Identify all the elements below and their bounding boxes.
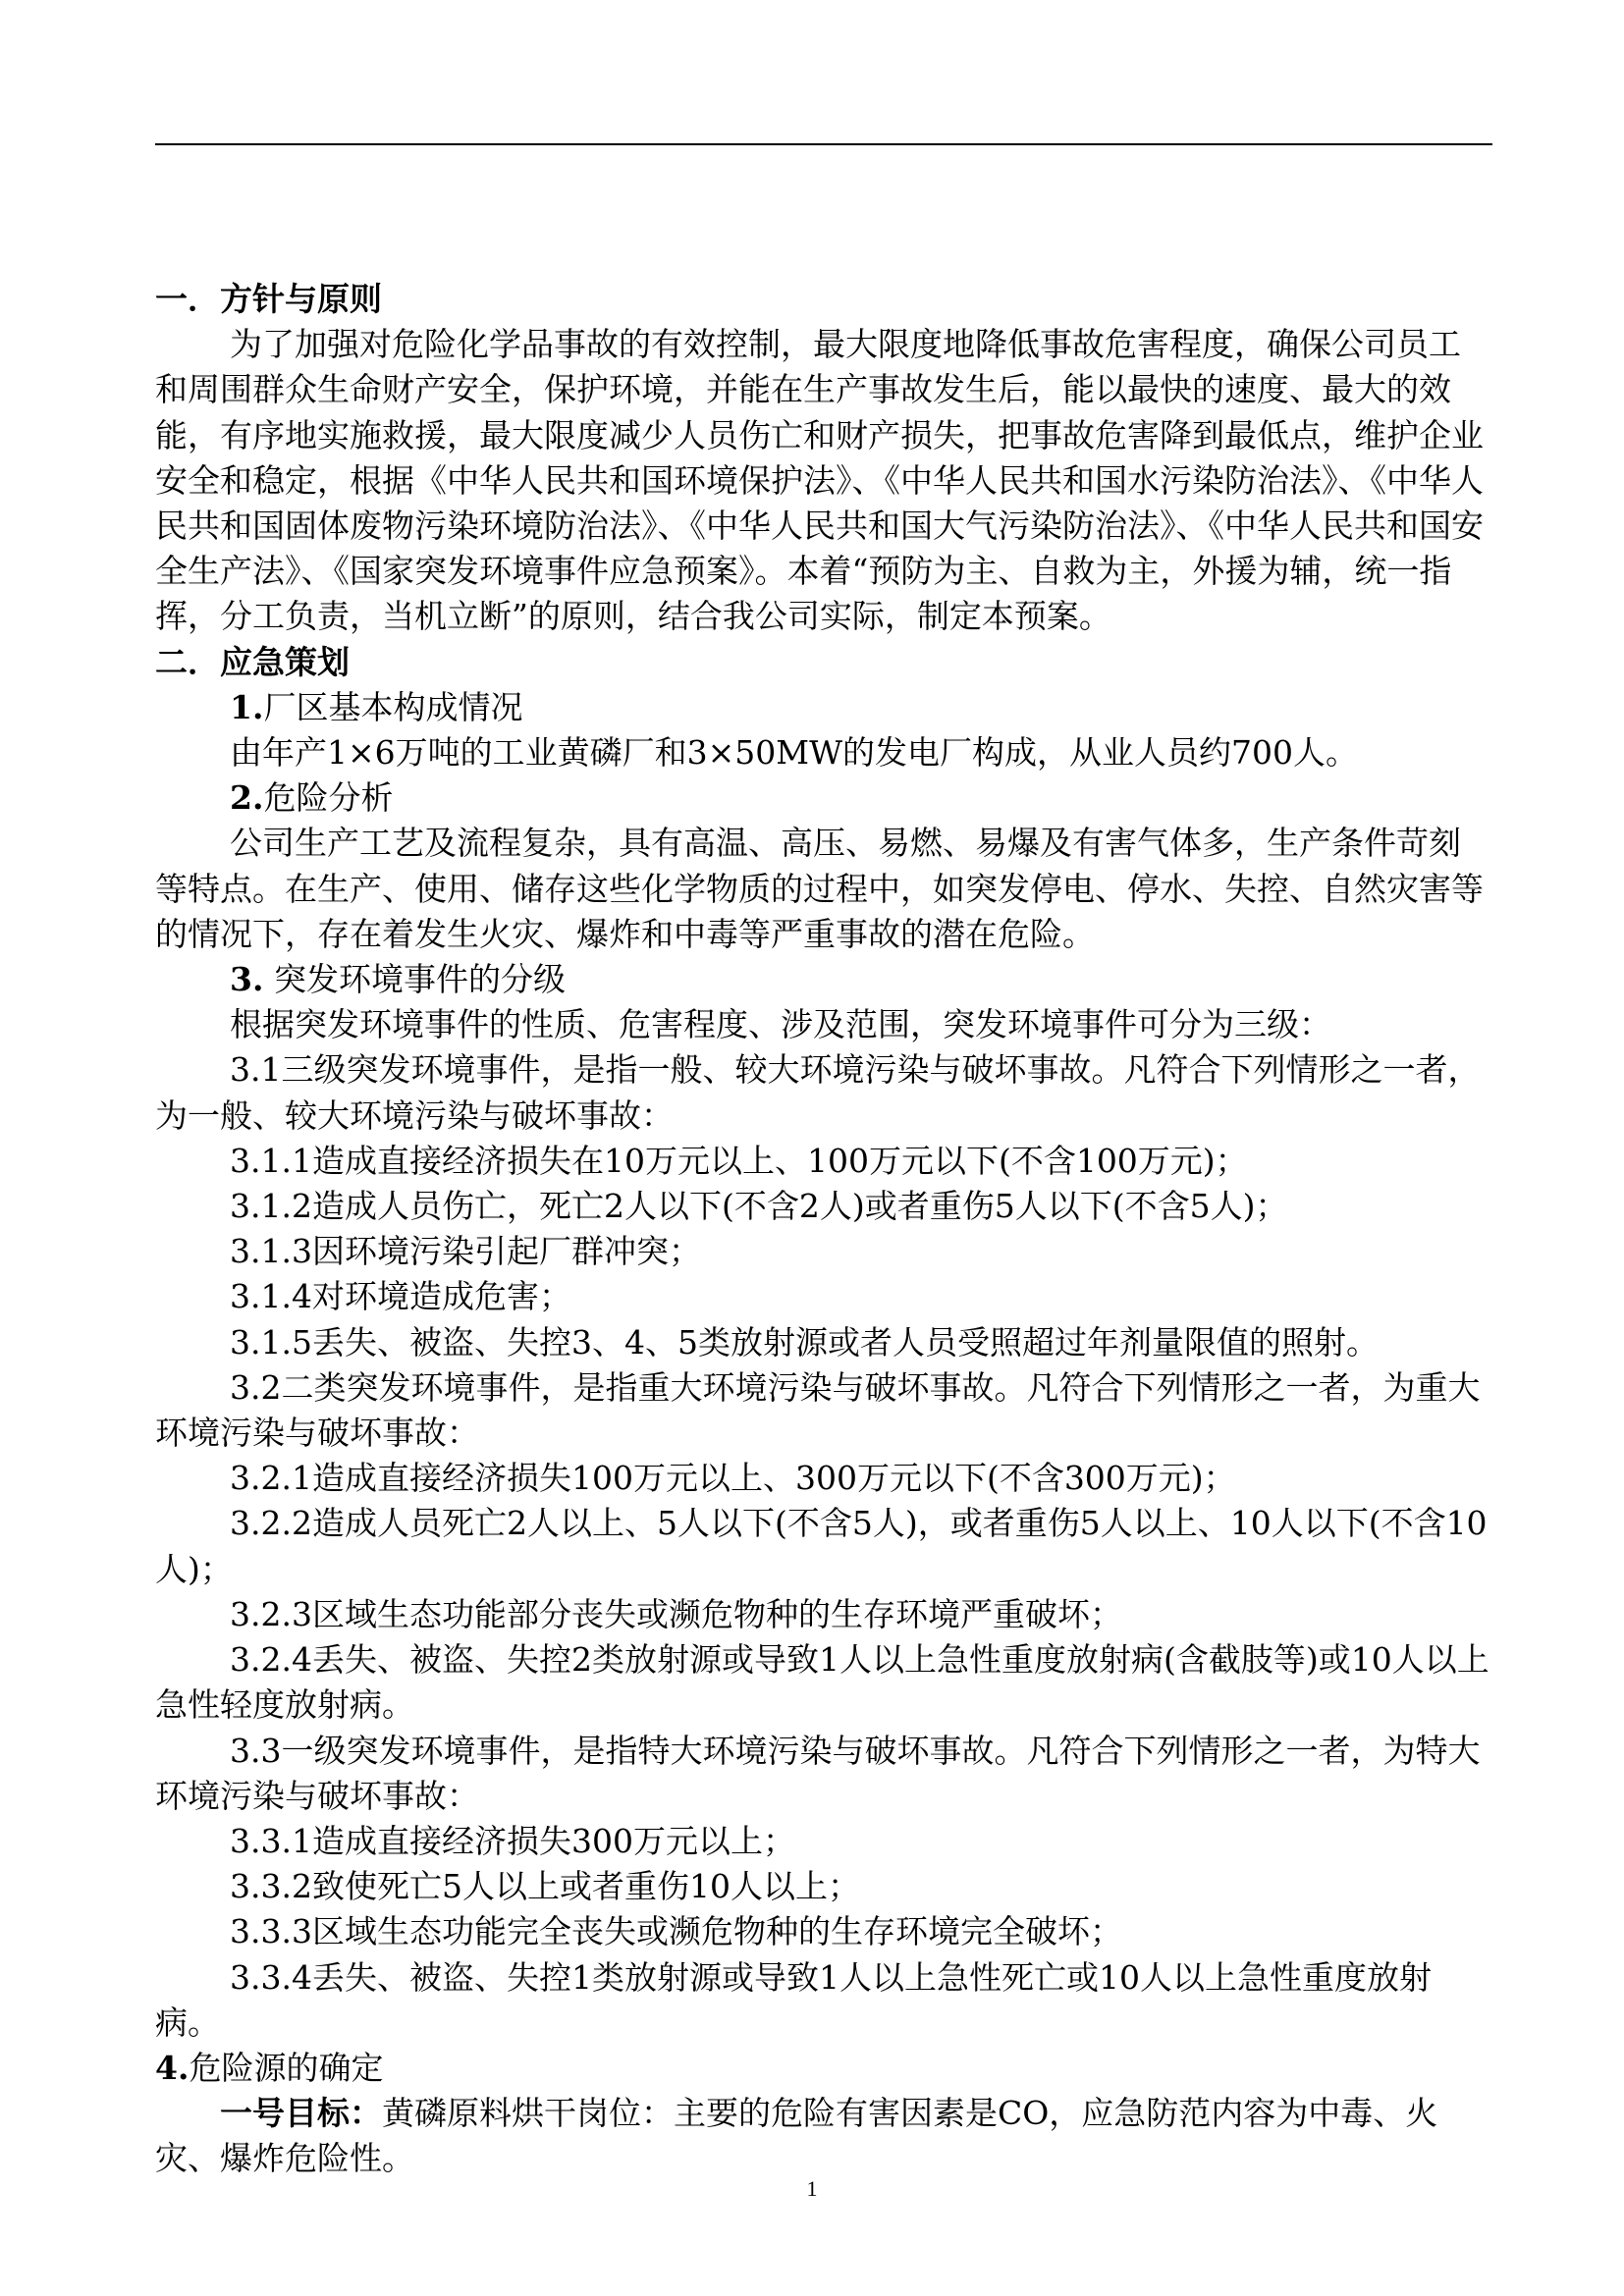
grade-item: 3.2.2造成人员死亡2人以上、5人以下(不含5人)，或者重伤5人以上、10人以下(不含10人)； (155, 1504, 1488, 1588)
document-body (155, 277, 1492, 2182)
sub4-heading (155, 2046, 1492, 2091)
target1-text: 黄磷原料烘干岗位：主要的危险有害因素是CO，应急防范内容为中毒、火灾、爆炸危险性。 (155, 2094, 1438, 2178)
sub2-text: 公司生产工艺及流程复杂，具有高温、高压、易燃、易爆及有害气体多，生产条件苛刻等特点。在生产、使用、储存这些化学物质的过程中，如突发停电、停水、失控、自然灾害等的情况下，存在着发生火灾、爆炸和中毒等严重事故的潜在危险。 (155, 824, 1484, 953)
grade-item: 3.1.4对环境造成危害； (230, 1277, 571, 1316)
sub2-number: 2. (230, 778, 264, 818)
sub3-number: 3. (230, 960, 264, 999)
section2-heading: 二．应急策划 (155, 642, 350, 681)
grade-item: 3.3.3区域生态功能完全丧失或濒危物种的生存环境完全破坏； (230, 1912, 1122, 1951)
grade-item: 3.1.3因环境污染引起厂群冲突； (230, 1232, 701, 1271)
grade-item: 3.1.5丢失、被盗、失控3、4、5类放射源或者人员受照超过年剂量限值的照射。 (230, 1322, 1379, 1362)
sub2-heading (155, 775, 1492, 821)
header-rule (155, 143, 1492, 145)
grade-item: 3.2.4丢失、被盗、失控2类放射源或导致1人以上急性重度放射病(含截肢等)或10人以上急性轻度放射病。 (155, 1640, 1489, 1725)
grade-item: 3.2二类突发环境事件，是指重大环境污染与破坏事故。凡符合下列情形之一者，为重大环境污染与破坏事故： (155, 1367, 1481, 1453)
grade-item: 3.3.2致使死亡5人以上或者重伤10人以上； (230, 1867, 860, 1906)
sub1-title: 厂区基本构成情况 (263, 687, 523, 726)
grade-item: 3.1.1造成直接经济损失在10万元以上、100万元以下(不含100万元)； (230, 1141, 1248, 1180)
section1-heading: 一．方针与原则 (155, 280, 382, 318)
grade-item: 3.3.1造成直接经济损失300万元以上； (230, 1821, 795, 1860)
page-number: 1 (806, 2176, 818, 2201)
sub1-number: 1. (230, 687, 264, 726)
sub1-text: 由年产1×6万吨的工业黄磷厂和3×50MW的发电厂构成，从业人员约700人。 (230, 733, 1358, 773)
sub4-title: 危险源的确定 (189, 2048, 384, 2087)
sub3-title: 突发环境事件的分级 (263, 960, 566, 999)
sub3-heading (155, 957, 1492, 1002)
grade-item: 3.2.3区域生态功能部分丧失或濒危物种的生存环境严重破坏； (230, 1594, 1122, 1633)
grade-item: 3.1.2造成人员伤亡，死亡2人以下(不含2人)或者重伤5人以下(不含5人)； (230, 1187, 1288, 1226)
sub4-number: 4. (155, 2048, 189, 2087)
grade-item: 3.3.4丢失、被盗、失控1类放射源或导致1人以上急性死亡或10人以上急性重度放射病。 (155, 1957, 1432, 2042)
grade-item: 3.2.1造成直接经济损失100万元以上、300万元以下(不含300万元)； (230, 1459, 1236, 1498)
target1-label: 一号目标： (220, 2094, 382, 2133)
target1-paragraph (155, 2091, 1492, 2181)
grade-item: 3.3一级突发环境事件，是指特大环境污染与破坏事故。凡符合下列情形之一者，为特大环境污染与破坏事故： (155, 1731, 1481, 1815)
section1-paragraph: 为了加强对危险化学品事故的有效控制，最大限度地降低事故危害程度，确保公司员工和周围群众生命财产安全，保护环境，并能在生产事故发生后，能以最快的速度、最大的效能，有序地实施救援，最大限度减少人员伤亡和财产损失，把事故危害降到最低点，维护企业安全和稳定，根据《中华人民共和国环境保护法》、《中华人民共和国水污染防治法》、《中华人民共和国固体废物污染环境防治法》、《中华人民共和国大气污染防治法》、《中华人民共和国安全生产法》、《国家突发环境事件应急预案》。本着“预防为主、自救为主，外援为辅，统一指挥，分工负责，当机立断”的原则，结合我公司实际，制定本预案。 (155, 325, 1484, 636)
grade-item: 3.1三级突发环境事件，是指一般、较大环境污染与破坏事故。凡符合下列情形之一者，为一般、较大环境污染与破坏事故： (155, 1050, 1481, 1135)
sub2-title: 危险分析 (263, 778, 394, 818)
sub3-intro: 根据突发环境事件的性质、危害程度、涉及范围，突发环境事件可分为三级： (230, 1005, 1331, 1044)
sub1-heading (155, 685, 1492, 730)
